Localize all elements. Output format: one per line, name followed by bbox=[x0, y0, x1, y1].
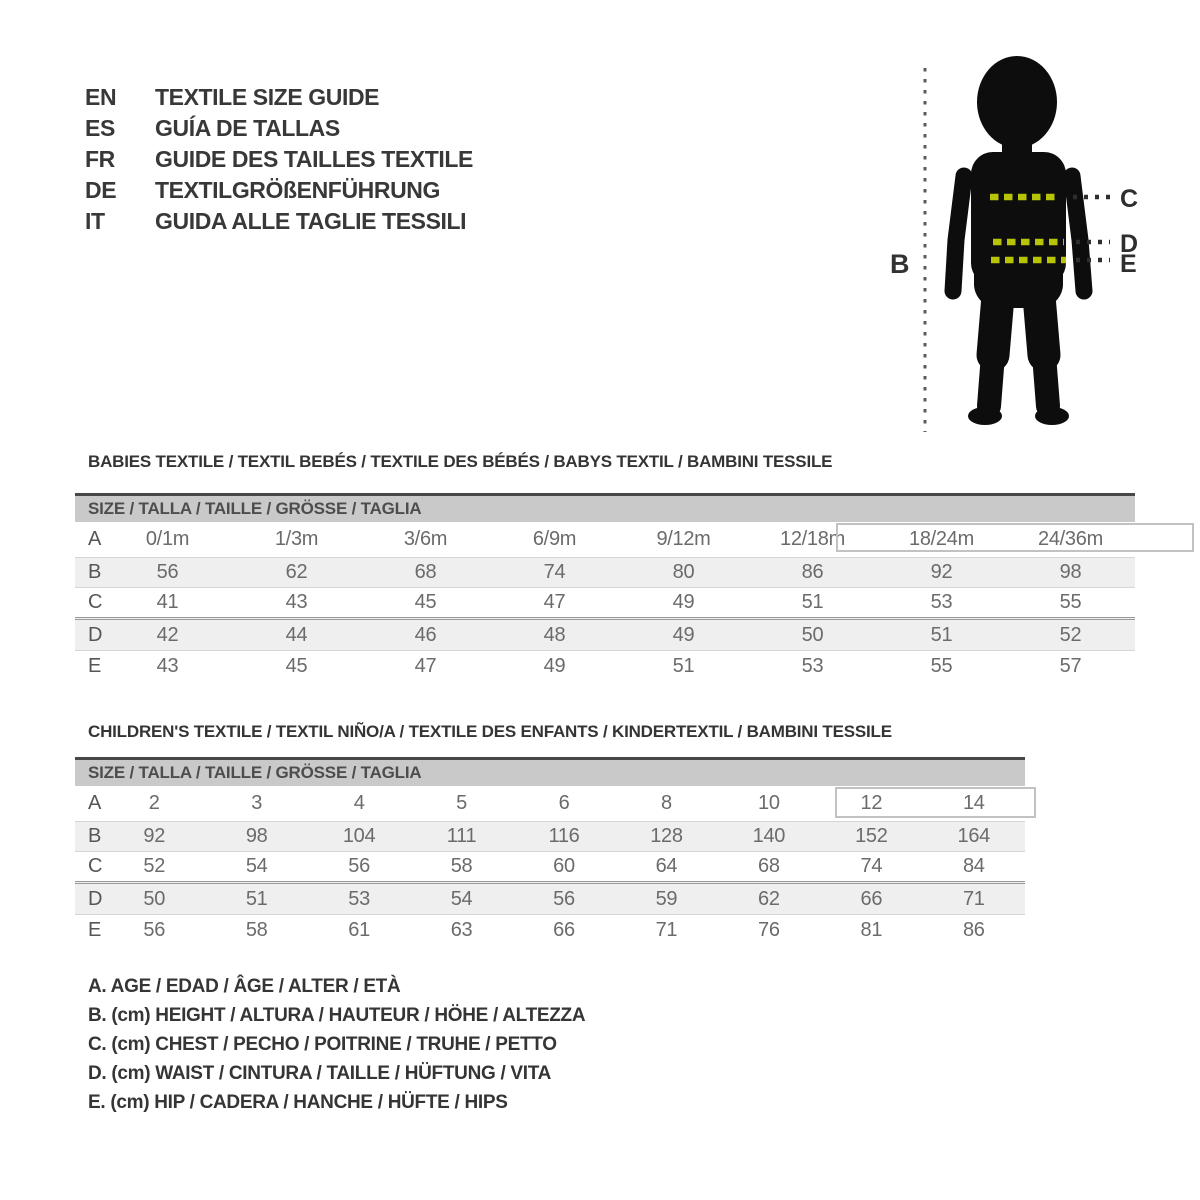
size-value-cell: 8 bbox=[661, 792, 672, 814]
size-value-cell: 80 bbox=[672, 561, 695, 583]
size-value-cell: 45 bbox=[285, 654, 308, 677]
legend-line: E. (cm) HIP / CADERA / HANCHE / HÜFTE / HIPS bbox=[88, 1091, 508, 1113]
size-value-cell: 60 bbox=[553, 855, 575, 877]
children-size-table bbox=[75, 757, 1025, 945]
legend-line: D. (cm) WAIST / CINTURA / TAILLE / HÜFTUNG / VITA bbox=[88, 1062, 552, 1084]
size-value-cell: 86 bbox=[801, 561, 824, 583]
row-label: B bbox=[88, 561, 102, 583]
size-value-cell: 48 bbox=[543, 623, 566, 646]
child-silhouette-figure bbox=[860, 40, 1200, 460]
language-title-row bbox=[85, 175, 473, 206]
language-code: IT bbox=[85, 208, 105, 234]
child-silhouette bbox=[953, 56, 1084, 425]
row-label: A bbox=[88, 792, 102, 814]
size-value-cell: 55 bbox=[930, 654, 953, 677]
size-table-row-C bbox=[75, 851, 1025, 881]
size-value-cell: 63 bbox=[450, 918, 473, 941]
legend-line: C. (cm) CHEST / PECHO / POITRINE / TRUHE / PETTO bbox=[88, 1033, 557, 1055]
children-section-title: CHILDREN'S TEXTILE / TEXTIL NIÑO/A / TEXTILE DES ENFANTS / KINDERTEXTIL / BAMBINI TESSILE bbox=[88, 722, 892, 741]
size-value-cell: 51 bbox=[672, 654, 695, 677]
size-value-cell: 50 bbox=[143, 887, 166, 910]
size-value-cell: 51 bbox=[930, 623, 953, 646]
height-label: B bbox=[890, 249, 910, 279]
size-value-cell: 49 bbox=[672, 591, 695, 613]
size-value-cell: 2 bbox=[148, 792, 160, 814]
size-value-cell: 104 bbox=[342, 825, 376, 847]
size-value-cell: 3/6m bbox=[403, 528, 448, 550]
size-value-cell: 9/12m bbox=[656, 528, 711, 550]
waist-label: D bbox=[1120, 230, 1139, 258]
language-title-row bbox=[85, 144, 473, 175]
size-value-cell: 59 bbox=[655, 887, 678, 910]
size-value-cell: 10 bbox=[758, 792, 780, 814]
size-value-cell: 49 bbox=[543, 654, 566, 677]
size-value-cell: 152 bbox=[855, 825, 888, 847]
size-value-cell: 86 bbox=[962, 918, 985, 941]
children-size-header-bar: SIZE / TALLA / TAILLE / GRÖSSE / TAGLIA bbox=[75, 757, 1025, 786]
hip-label: E bbox=[1120, 250, 1137, 278]
language-title: GUIDA ALLE TAGLIE TESSILI bbox=[155, 208, 467, 234]
size-value-cell: 62 bbox=[758, 887, 780, 910]
babies-size-table bbox=[75, 493, 1135, 681]
size-value-cell: 49 bbox=[672, 623, 695, 646]
size-value-cell: 0/1m bbox=[145, 528, 190, 550]
size-value-cell: 74 bbox=[543, 561, 566, 583]
size-table-row-B bbox=[75, 557, 1135, 587]
size-value-cell: 50 bbox=[801, 623, 824, 646]
size-value-cell: 66 bbox=[553, 918, 575, 941]
language-code: FR bbox=[85, 146, 115, 172]
size-value-cell: 56 bbox=[143, 918, 166, 941]
size-table-row-E bbox=[75, 914, 1025, 945]
size-value-cell: 44 bbox=[285, 623, 308, 646]
size-value-cell: 128 bbox=[650, 825, 683, 847]
size-value-cell: 98 bbox=[1059, 561, 1082, 583]
language-code: ES bbox=[85, 115, 115, 141]
size-value-cell: 24/36m bbox=[1038, 528, 1103, 550]
size-value-cell: 18/24m bbox=[909, 528, 974, 550]
size-value-cell: 61 bbox=[348, 918, 370, 941]
size-value-cell: 164 bbox=[957, 825, 990, 847]
row-label: C bbox=[88, 591, 103, 613]
chest-label: C bbox=[1120, 185, 1139, 213]
size-value-cell: 98 bbox=[245, 825, 268, 847]
size-value-cell: 56 bbox=[553, 887, 575, 910]
size-value-cell: 140 bbox=[752, 825, 786, 847]
language-code: EN bbox=[85, 84, 117, 110]
language-title: GUÍA DE TALLAS bbox=[155, 115, 340, 141]
size-value-cell: 56 bbox=[348, 855, 370, 877]
size-value-cell: 45 bbox=[414, 591, 437, 613]
size-value-cell: 116 bbox=[548, 825, 580, 847]
size-value-cell: 54 bbox=[450, 887, 473, 910]
size-value-cell: 47 bbox=[414, 654, 437, 677]
size-value-cell: 43 bbox=[156, 654, 179, 677]
size-value-cell: 92 bbox=[930, 561, 953, 583]
measurement-legend bbox=[88, 972, 585, 1117]
legend-line: A. AGE / EDAD / ÂGE / ALTER / ETÀ bbox=[88, 975, 401, 997]
size-table-row-A bbox=[75, 786, 1025, 821]
size-value-cell: 6 bbox=[558, 792, 570, 814]
size-value-cell: 68 bbox=[758, 855, 780, 877]
size-value-cell: 64 bbox=[655, 855, 678, 877]
legend-line: B. (cm) HEIGHT / ALTURA / HAUTEUR / HÖHE / ALTEZZA bbox=[88, 1004, 586, 1026]
language-title-list bbox=[85, 82, 473, 237]
size-value-cell: 46 bbox=[414, 623, 437, 646]
size-value-cell: 6/9m bbox=[532, 528, 577, 550]
babies-table-rows bbox=[75, 522, 1135, 681]
size-table-row-A bbox=[75, 522, 1135, 557]
size-value-cell: 74 bbox=[860, 855, 883, 877]
size-value-cell: 56 bbox=[156, 561, 179, 583]
size-value-cell: 58 bbox=[450, 855, 473, 877]
size-value-cell: 52 bbox=[143, 855, 166, 877]
babies-section-title: BABIES TEXTILE / TEXTIL BEBÉS / TEXTILE DES BÉBÉS / BABYS TEXTIL / BAMBINI TESSILE bbox=[88, 452, 833, 471]
size-table-row-D bbox=[75, 617, 1135, 650]
row-label: C bbox=[88, 855, 103, 877]
size-value-cell: 71 bbox=[962, 887, 985, 910]
size-value-cell: 41 bbox=[156, 591, 179, 613]
size-value-cell: 14 bbox=[962, 792, 985, 814]
size-value-cell: 12/18m bbox=[780, 528, 845, 550]
row-label: D bbox=[88, 887, 103, 910]
size-value-cell: 58 bbox=[245, 918, 268, 941]
row-label: B bbox=[88, 825, 102, 847]
size-value-cell: 5 bbox=[456, 792, 467, 814]
row-label: A bbox=[88, 528, 102, 550]
size-value-cell: 71 bbox=[655, 918, 678, 941]
size-value-cell: 51 bbox=[245, 887, 268, 910]
size-value-cell: 1/3m bbox=[274, 528, 319, 550]
language-title: TEXTILGRÖßENFÜHRUNG bbox=[155, 177, 440, 203]
size-value-cell: 68 bbox=[414, 561, 437, 583]
size-value-cell: 53 bbox=[801, 654, 824, 677]
size-value-cell: 57 bbox=[1059, 654, 1082, 677]
size-value-cell: 4 bbox=[353, 792, 365, 814]
size-value-cell: 62 bbox=[285, 561, 308, 583]
size-value-cell: 111 bbox=[446, 825, 477, 847]
size-value-cell: 3 bbox=[251, 792, 263, 814]
language-title: TEXTILE SIZE GUIDE bbox=[155, 84, 380, 110]
size-table-row-C bbox=[75, 587, 1135, 617]
size-value-cell: 47 bbox=[543, 591, 566, 613]
size-value-cell: 84 bbox=[962, 855, 985, 877]
size-value-cell: 51 bbox=[801, 591, 824, 613]
language-title-row bbox=[85, 206, 473, 237]
language-title: GUIDE DES TAILLES TEXTILE bbox=[155, 146, 473, 172]
row-label: E bbox=[88, 918, 102, 941]
size-value-cell: 76 bbox=[758, 918, 780, 941]
row-label: D bbox=[88, 623, 103, 646]
row-label: E bbox=[88, 654, 102, 677]
size-value-cell: 66 bbox=[860, 887, 883, 910]
language-title-row bbox=[85, 113, 473, 144]
language-code: DE bbox=[85, 177, 117, 203]
size-value-cell: 43 bbox=[285, 591, 308, 613]
children-table-rows bbox=[75, 786, 1025, 945]
size-value-cell: 55 bbox=[1059, 591, 1082, 613]
size-table-row-D bbox=[75, 881, 1025, 914]
size-table-row-B bbox=[75, 821, 1025, 851]
size-value-cell: 53 bbox=[930, 591, 953, 613]
size-value-cell: 54 bbox=[245, 855, 268, 877]
size-value-cell: 52 bbox=[1059, 623, 1082, 646]
size-value-cell: 53 bbox=[348, 887, 370, 910]
language-title-row bbox=[85, 82, 473, 113]
size-value-cell: 12 bbox=[860, 792, 883, 814]
measurement-figure bbox=[860, 40, 1200, 460]
size-value-cell: 42 bbox=[156, 623, 179, 646]
babies-size-header-bar: SIZE / TALLA / TAILLE / GRÖSSE / TAGLIA bbox=[75, 493, 1135, 522]
size-table-row-E bbox=[75, 650, 1135, 681]
size-value-cell: 81 bbox=[860, 918, 883, 941]
size-value-cell: 92 bbox=[143, 825, 166, 847]
